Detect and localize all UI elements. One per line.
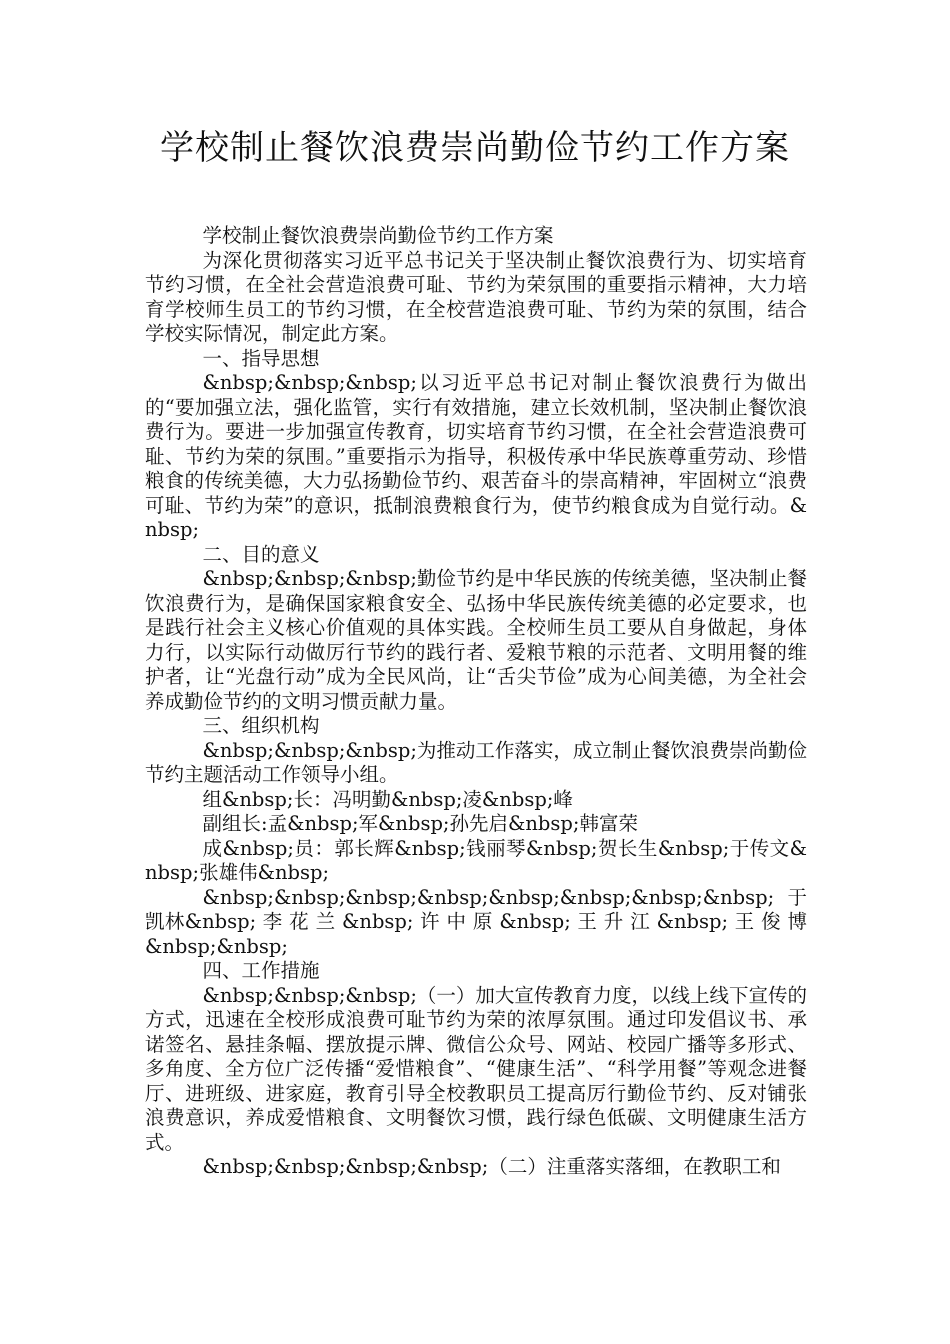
intro-paragraph: 为深化贯彻落实习近平总书记关于坚决制止餐饮浪费行为、切实培育节约习惯，在全社会营造浪费可耻、节约为荣氛围的重要指示精神，大力培育学校师生员工的节约习惯，在全校营造浪费可耻、节约为荣的氛围，结合学校实际情况，制定此方案。: [145, 248, 807, 345]
document-subtitle: 学校制止餐饮浪费崇尚勤俭节约工作方案: [202, 224, 554, 247]
leader-line: 组&nbsp;长：冯明勤&nbsp;凌&nbsp;峰: [202, 787, 573, 811]
section-heading-purpose: 二、目的意义: [202, 542, 320, 566]
members-line: 成&nbsp;员：郭长辉&nbsp;钱丽琴&nbsp;贺长生&nbsp;于传文&nbsp;张雄伟&nbsp;: [145, 836, 807, 884]
organization-paragraph: &nbsp;&nbsp;&nbsp;为推动工作落实，成立制止餐饮浪费崇尚勤俭节约主题活动工作领导小组。: [145, 738, 807, 786]
deputy-leader-line: 副组长:孟&nbsp;军&nbsp;孙先启&nbsp;韩富荣: [202, 812, 638, 835]
section-heading-measures: 四、工作措施: [202, 959, 320, 982]
document-title: 学校制止餐饮浪费崇尚勤俭节约工作方案: [160, 128, 790, 168]
measures-paragraph-1: &nbsp;&nbsp;&nbsp;（一）加大宣传教育力度，以线上线下宣传的方式，迅速在全校形成浪费可耻节约为荣的浓厚氛围。通过印发倡议书、承诺签名、悬挂条幅、摆放提示牌、微信公众号、网站、校园广播等多形式、多角度、全方位广泛传播“爱惜粮食”、“健康生活”、“科学用餐”等观念进餐厅、进班级、进家庭，教育引导全校教职员工提高厉行勤俭节约、反对铺张浪费意识，养成爱惜粮食、文明餐饮习惯，践行绿色低碳、文明健康生活方式。: [145, 983, 807, 1154]
members-continued-line: &nbsp;&nbsp;&nbsp;&nbsp;&nbsp;&nbsp;&nbsp;&nbsp;于凯林&nbsp; 李 花 兰 &nbsp; 许 中 原 &nbsp; 王 升 江 &nbsp; 王 俊 博&nbsp;&nbsp;: [145, 885, 807, 958]
purpose-paragraph: &nbsp;&nbsp;&nbsp;勤俭节约是中华民族的传统美德，坚决制止餐饮浪费行为，是确保国家粮食安全、弘扬中华民族传统美德的必定要求，也是践行社会主义核心价值观的具体实践。全校师生员工要从自身做起，身体力行，以实际行动做厉行节约的践行者、爱粮节粮的示范者、文明用餐的维护者，让“光盘行动”成为全民风尚，让“舌尖节俭”成为心间美德，为全社会养成勤俭节约的文明习惯贡献力量。: [145, 567, 807, 713]
measures-paragraph-2: &nbsp;&nbsp;&nbsp;&nbsp;（二）注重落实落细，在教职工和: [202, 1155, 781, 1178]
guiding-thought-paragraph: &nbsp;&nbsp;&nbsp;以习近平总书记对制止餐饮浪费行为做出的“要加强立法，强化监管，实行有效措施，建立长效机制，坚决制止餐饮浪费行为。要进一步加强宣传教育，切实培育节约习惯，在全社会营造浪费可耻、节约为荣的氛围。”重要指示为指导，积极传承中华民族尊重劳动、珍惜粮食的传统美德，大力弘扬勤俭节约、艰苦奋斗的崇高精神，牢固树立“浪费可耻、节约为荣”的意识，抵制浪费粮食行为，使节约粮食成为自觉行动。&nbsp;: [145, 371, 807, 541]
document-body: [145, 224, 807, 1180]
section-heading-organization: 三、组织机构: [202, 714, 320, 737]
section-heading-guiding-thought: 一、指导思想: [202, 346, 320, 370]
